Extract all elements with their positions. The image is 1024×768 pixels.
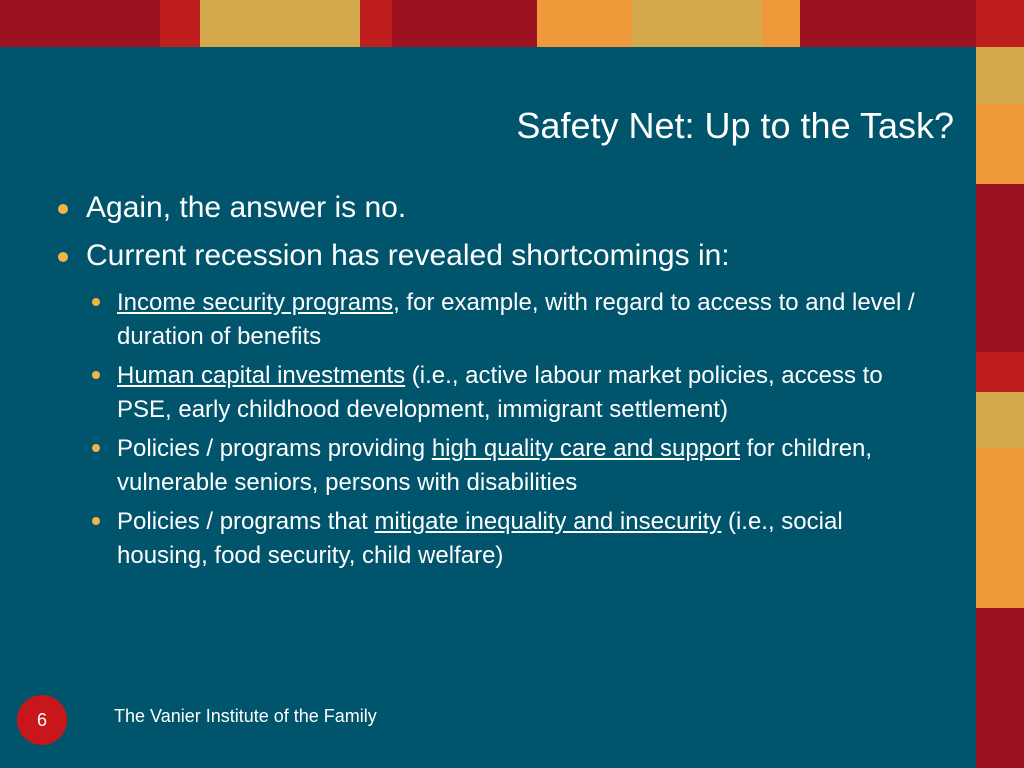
band-block [800,0,976,47]
band-block [200,0,360,47]
slide-content [58,190,958,578]
sub-bullet-prefix: Policies / programs that [117,508,375,535]
band-block [976,608,1024,768]
band-block [537,0,632,47]
footer-text: The Vanier Institute of the Family [114,706,377,726]
band-block [160,0,200,47]
sub-bullet-suffix: , for example, with regard to access to and level / duration of benefits [117,289,915,350]
sub-bullet-suffix: for children, vulnerable seniors, persons with disabilities [117,435,873,496]
inequality-link[interactable]: mitigate inequality and insecurity [374,508,722,535]
bullet-item [58,238,958,274]
top-color-band [0,0,1024,47]
slide-title: Safety Net: Up to the Task? [516,105,954,146]
sub-bullet-item [92,505,937,573]
sub-bullet-item [92,359,937,427]
sub-bullet-suffix: (i.e., social housing, food security, child welfare) [117,508,843,569]
band-block [762,0,800,47]
bullet-dot-icon [92,444,100,452]
band-block [360,0,392,47]
sub-bullet-item [92,286,937,354]
bullet-dot-icon [58,204,68,214]
sub-bullet-item [92,432,937,500]
bullet-item [58,190,958,226]
band-block [976,104,1024,184]
band-block [976,47,1024,104]
page-number-badge: 6 [17,695,67,745]
bullet-dot-icon [92,298,100,306]
band-block [976,184,1024,352]
bullet-text: Again, the answer is no. [86,191,407,224]
sub-bullet-suffix: (i.e., active labour market policies, access to PSE, early childhood development, immigrant settlement) [117,362,883,423]
bullet-dot-icon [92,371,100,379]
band-block [976,352,1024,392]
right-color-band [976,0,1024,768]
band-block [632,0,762,47]
band-block [976,392,1024,448]
bullet-dot-icon [58,252,68,262]
bullet-text: Current recession has revealed shortcomings in: [86,239,730,272]
care-and-support-link[interactable]: high quality care and support [431,435,741,462]
human-capital-link[interactable]: Human capital investments [117,362,406,389]
band-block [0,0,160,47]
sub-bullet-prefix: Policies / programs providing [117,435,432,462]
income-security-link[interactable]: Income security programs [117,289,394,316]
bullet-dot-icon [92,517,100,525]
band-block [392,0,537,47]
band-block [976,448,1024,608]
